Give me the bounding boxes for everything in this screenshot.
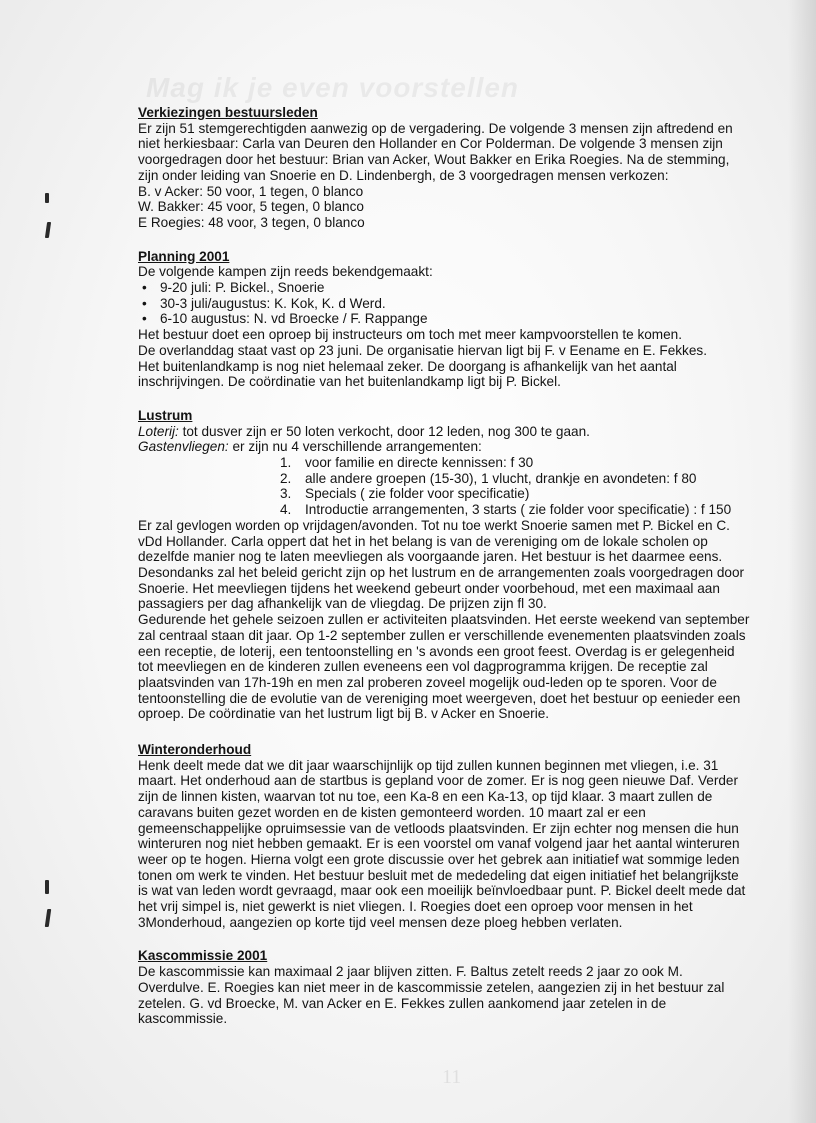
paragraph-line: tonen om werk te vinden. Het bestuur besluit met de mededeling dat eigen initiatief het belangrijkste	[138, 867, 739, 883]
paragraph-line: niet herkiesbaar: Carla van Deuren den Hollander en Cor Polderman. De volgende 3 mensen zijn	[138, 136, 723, 152]
section-lustrum	[138, 408, 750, 722]
paragraph-line: is wat van leden wordt gevraagd, maar ook een moeilijk beïnvloedbaar punt. P. Bickel deelt mede dat	[138, 883, 746, 899]
page-edge-shadow	[788, 0, 816, 1123]
paragraph-line: Er zijn 51 stemgerechtigden aanwezig op de vergadering. De volgende 3 mensen zijn aftredend en	[138, 120, 733, 136]
paragraph-line: oproep. De coördinatie van het lustrum ligt bij B. v Acker en Snoerie.	[138, 706, 550, 722]
section-heading: Verkiezingen bestuursleden	[138, 105, 318, 120]
section-heading: Kascommissie 2001	[138, 948, 268, 964]
paragraph-line: passagiers per dag afhankelijk van de vliegdag. De prijzen zijn fl 30.	[138, 596, 547, 612]
arrangement-item	[138, 502, 750, 518]
paragraph-line: het vrij simpel is, niet gewerkt is niet vliegen. I. Roegies doet een oproep voor mensen in het	[138, 899, 693, 915]
paragraph-line: Henk deelt mede dat we dit jaar waarschijnlijk op tijd zullen kunnen beginnen met vliegen, i.e. 31	[138, 757, 719, 773]
vote-result: B. v Acker: 50 voor, 1 tegen, 0 blanco	[138, 183, 364, 199]
binding-mark	[45, 880, 49, 894]
paragraph-line: winteruren nog niet hebben gemaakt. Er is een voorstel om vanaf volgend jaar het aantal winteruren	[138, 836, 740, 852]
loterij-line	[138, 424, 750, 440]
paragraph-line: 3Monderhoud, aangezien op korte tijd veel mensen deze ploeg hebben verlaten.	[138, 914, 623, 930]
binding-mark	[45, 909, 52, 927]
arrangement-item	[138, 471, 750, 487]
loterij-text: tot dusver zijn er 50 loten verkocht, door 12 leden, nog 300 te gaan.	[178, 423, 590, 439]
binding-mark	[45, 193, 49, 203]
section-planning	[138, 249, 750, 390]
paragraph-line: dezelfde manier nog te laten meevliegen als voorgaande jaren. Het bestuur is het daarmee eens.	[138, 549, 723, 565]
camp-item: • 6-10 augustus: N. vd Broecke / F. Rappange	[138, 311, 750, 327]
section-winteronderhoud	[138, 742, 750, 930]
paragraph-line: plaatsvinden van 17h-19h en men zal proberen zoveel mogelijk oud-leden op te sporen. Voor de	[138, 674, 717, 690]
paragraph-line: caravans buiten gezet worden en de kisten gemonteerd worden. 10 maart zal er een	[138, 804, 646, 820]
paragraph-line: De volgende kampen zijn reeds bekendgemaakt:	[138, 264, 433, 280]
loterij-label: Loterij:	[138, 423, 179, 439]
arrangement-number: 2.	[280, 470, 292, 486]
paragraph-line: Snoerie. Het meevliegen tijdens het weekend gebeurt onder voorbehoud, met een maximaal aan	[138, 580, 720, 596]
camp-item: • 30-3 juli/augustus: K. Kok, K. d Werd.	[138, 296, 750, 312]
paragraph-line: Er zal gevlogen worden op vrijdagen/avonden. Tot nu toe werkt Snoerie samen met P. Bickel en C.	[138, 517, 730, 533]
binding-mark	[45, 222, 51, 238]
paragraph-line: Het bestuur doet een oproep bij instructeurs om toch met meer kampvoorstellen te komen.	[138, 327, 683, 343]
paragraph-line: tot meevliegen en de kinderen zullen eveneens een vol dagprogramma krijgen. De receptie zal	[138, 659, 708, 675]
minutes-body	[138, 105, 750, 1045]
arrangement-number: 3.	[280, 486, 292, 502]
paragraph-line: Gedurende het gehele seizoen zullen er activiteiten plaatsvinden. Het eerste weekend van september	[138, 612, 750, 628]
arrangement-text: Introductie arrangementen, 3 starts ( zie folder voor specificatie) : f 150	[305, 502, 732, 518]
bleed-through-page-number: 11	[442, 1066, 462, 1088]
paragraph-line: een receptie, de loterij, een tentoonstelling en 's avonds een groot feest. Overdag is er gelegenheid	[138, 643, 735, 659]
paragraph-line: tentoonstelling die de evolutie van de vereniging moet weergeven, doet het bestuur op eenieder een	[138, 690, 741, 706]
paragraph-line: kascommissie.	[138, 1011, 228, 1027]
paragraph-line: weer op te hogen. Hierna volgt een grote discussie over het gebrek aan initiatief wat sommige leden	[138, 851, 740, 867]
paragraph-line: vDd Hollander. Carla oppert dat het in het belang is van de vereniging om de lokale scholen op	[138, 533, 708, 549]
paragraph-line: inschrijvingen. De coördinatie van het buitenlandkamp ligt bij P. Bickel.	[138, 374, 561, 390]
arrangement-list	[138, 455, 750, 518]
arrangement-number: 1.	[280, 455, 292, 471]
section-heading: Winteronderhoud	[138, 742, 252, 758]
camp-item: • 9-20 juli: P. Bickel., Snoerie	[138, 280, 750, 296]
paragraph-line: zetelen. G. vd Broecke, M. van Acker en E. Fekkes zullen aankomend jaar zetelen in de	[138, 995, 667, 1011]
paragraph-line: voorgedragen door het bestuur: Brian van Acker, Wout Bakker en Erika Roegies. Na de stemming,	[138, 152, 730, 168]
paragraph-line: De overlanddag staat vast op 23 juni. De organisatie hiervan ligt bij F. v Eename en E. Fekkes.	[138, 342, 707, 358]
gastenvliegen-label: Gastenvliegen:	[138, 439, 229, 455]
arrangement-text: Specials ( zie folder voor specificatie)	[305, 486, 530, 502]
paragraph-line: maart. Het onderhoud aan de startbus is gepland voor de zomer. Er is nog geen nieuwe Daf. Verder	[138, 773, 738, 789]
paragraph-line: gemeenschappelijke opruimsessie van de vetloods plaatsvinden. Er zijn echter nog mensen die hun	[138, 820, 739, 836]
gastenvliegen-line	[138, 439, 750, 455]
paragraph-line: zijn onder leiding van Snoerie en D. Lindenbergh, de 3 voorgedragen mensen verkozen:	[138, 167, 669, 183]
section-heading: Lustrum	[138, 407, 193, 423]
paragraph-line: De kascommissie kan maximaal 2 jaar blijven zitten. F. Baltus zetelt reeds 2 jaar zo ook M.	[138, 964, 683, 980]
vote-result: W. Bakker: 45 voor, 5 tegen, 0 blanco	[138, 199, 364, 215]
bleed-through-title: Mag ik je even voorstellen	[146, 72, 520, 103]
paragraph-line: Het buitenlandkamp is nog niet helemaal zeker. De doorgang is afhankelijk van het aantal	[138, 358, 677, 374]
vote-result: E Roegies: 48 voor, 3 tegen, 0 blanco	[138, 214, 365, 230]
section-verkiezingen	[138, 105, 750, 231]
camp-list	[138, 280, 750, 327]
arrangement-number: 4.	[280, 502, 292, 518]
arrangement-item	[138, 455, 750, 471]
paragraph-line: Desondanks zal het beleid gericht zijn op het lustrum en de arrangementen zoals voorgedragen door	[138, 564, 745, 580]
paragraph-line: zal centraal staan dit jaar. Op 1-2 september zullen er verschillende evenementen plaatsvinden zoals	[138, 627, 746, 643]
section-kascommissie	[138, 948, 750, 1027]
section-heading: Planning 2001	[138, 248, 230, 264]
arrangement-text: alle andere groepen (15-30), 1 vlucht, drankje en avondeten: f 80	[305, 470, 697, 486]
gastenvliegen-text: er zijn nu 4 verschillende arrangementen:	[228, 439, 482, 455]
paragraph-line: zijn de linnen kisten, waarvan tot nu toe, een Ka-8 en een Ka-13, op tijd klaar. 3 maart zullen de	[138, 789, 713, 805]
arrangement-text: voor familie en directe kennissen: f 30	[305, 455, 534, 471]
paragraph-line: Overdulve. E. Roegies kan niet meer in de kascommissie zetelen, aangezien zij in het bestuur zal	[138, 979, 725, 995]
arrangement-item	[138, 486, 750, 502]
